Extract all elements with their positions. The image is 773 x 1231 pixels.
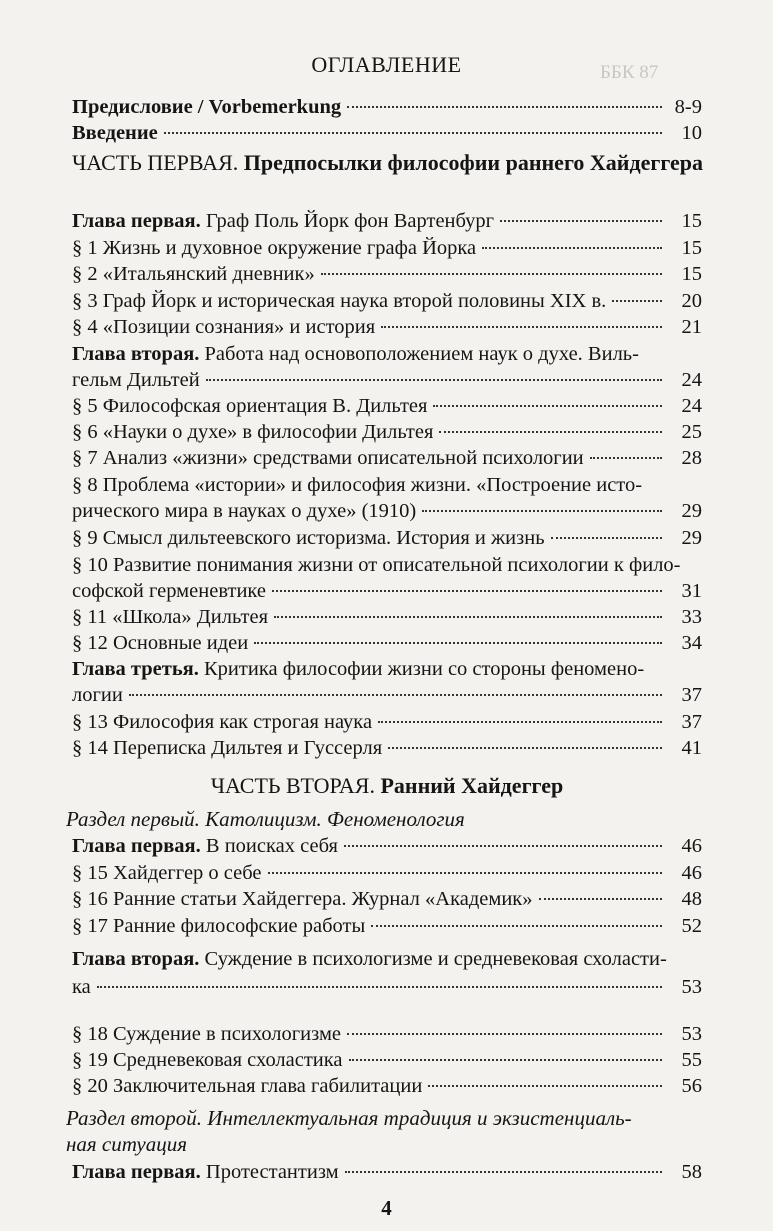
- leader-dots: [378, 721, 662, 723]
- leader-dots: [129, 694, 662, 696]
- toc-page-number: 34: [681, 632, 702, 654]
- toc-page-number: 46: [681, 862, 702, 884]
- section-title: § 8 Проблема «истории» и философия жизни. «Построение исто-: [72, 474, 643, 496]
- toc-page-number: 15: [681, 263, 702, 285]
- leader-dots: [433, 405, 662, 407]
- leader-dots: [439, 431, 662, 433]
- section-title: § 3 Граф Йорк и историческая наука второй половины XIX в.: [72, 290, 607, 312]
- leader-dots: [422, 510, 662, 512]
- chapter-label: Глава вторая.: [72, 948, 200, 970]
- toc-page-number: 46: [681, 835, 702, 857]
- leader-dots: [164, 132, 662, 134]
- toc-page-number: 8-9: [674, 96, 702, 118]
- toc-chapter-2-1[interactable]: [72, 834, 702, 858]
- chapter-title: Работа над основоположением наук о духе. Виль-: [199, 343, 639, 365]
- chapter-label: Глава первая.: [72, 1161, 201, 1183]
- section-title: § 14 Переписка Дильтея и Гуссерля: [72, 737, 383, 759]
- chapter-title: В поисках себя: [200, 835, 338, 857]
- toc-page-number: 37: [681, 684, 702, 706]
- chapter-label: Глава вторая.: [72, 343, 200, 365]
- toc-page-number: 55: [681, 1049, 702, 1071]
- chapter-title: Граф Поль Йорк фон Вартенбург: [200, 210, 495, 232]
- leader-dots: [381, 326, 662, 328]
- toc-page-number: 37: [681, 711, 702, 733]
- toc-page-number: 48: [681, 888, 702, 910]
- toc-page-number: 53: [681, 1023, 702, 1045]
- toc-page-number: 41: [681, 737, 702, 759]
- toc-page-number: 29: [681, 527, 702, 549]
- chapter-title: Суждение в психологизме и средневековая схоласти-: [199, 948, 667, 970]
- leader-dots: [321, 273, 662, 275]
- division-one-heading: Раздел первый. Католицизм. Феноменология: [66, 807, 465, 831]
- toc-chapter-3-1[interactable]: [72, 1160, 702, 1184]
- chapter-title-cont: гельм Дильтей: [72, 369, 200, 391]
- toc-page-number: 53: [681, 976, 702, 998]
- toc-section-5[interactable]: [72, 394, 702, 418]
- toc-section-12[interactable]: [72, 631, 702, 655]
- toc-section-8-line1[interactable]: [72, 473, 702, 497]
- toc-chapter-1-3-line2[interactable]: [72, 683, 702, 707]
- toc-section-14[interactable]: [72, 736, 702, 760]
- toc-entry-title: Предисловие / Vorbemerkung: [72, 96, 342, 118]
- section-title: § 10 Развитие понимания жизни от описательной психологии к фило-: [72, 554, 681, 576]
- toc-section-19[interactable]: [72, 1048, 702, 1072]
- toc-page-number: 25: [681, 421, 702, 443]
- toc-chapter-2-2-line1[interactable]: [72, 947, 702, 971]
- leader-dots: [97, 986, 662, 988]
- toc-page-number: 33: [681, 606, 702, 628]
- toc-page-number: 52: [681, 915, 702, 937]
- toc-section-11[interactable]: [72, 605, 702, 629]
- toc-section-10-line1[interactable]: [72, 553, 702, 577]
- toc-section-15[interactable]: [72, 861, 702, 885]
- section-title: § 2 «Итальянский дневник»: [72, 263, 315, 285]
- part-one-heading: [72, 150, 702, 176]
- part-two-heading: [72, 773, 702, 799]
- toc-section-9[interactable]: [72, 526, 702, 550]
- leader-dots: [539, 898, 662, 900]
- toc-chapter-1-2-line2[interactable]: [72, 368, 702, 392]
- section-title: § 5 Философская ориентация В. Дильтея: [72, 395, 428, 417]
- toc-section-6[interactable]: [72, 420, 702, 444]
- toc-section-3[interactable]: [72, 289, 702, 313]
- toc-entry-title: Введение: [72, 122, 158, 144]
- toc-section-8-line2[interactable]: [72, 499, 702, 523]
- leader-dots: [345, 1171, 662, 1173]
- leader-dots: [347, 1033, 662, 1035]
- chapter-label: Глава первая.: [72, 835, 201, 857]
- leader-dots: [206, 379, 662, 381]
- part-label: ЧАСТЬ ВТОРАЯ.: [210, 773, 381, 798]
- toc-page-number: 58: [681, 1161, 702, 1183]
- section-title-cont: софской герменевтике: [72, 580, 266, 602]
- leader-dots: [551, 537, 662, 539]
- leader-dots: [347, 106, 662, 108]
- toc-section-16[interactable]: [72, 887, 702, 911]
- leader-dots: [388, 747, 662, 749]
- toc-section-7[interactable]: [72, 446, 702, 470]
- leader-dots: [274, 616, 662, 618]
- section-title: § 17 Ранние философские работы: [72, 915, 366, 937]
- part-title: Ранний Хайдеггер: [380, 773, 564, 798]
- toc-chapter-1-2-line1[interactable]: [72, 342, 702, 366]
- leader-dots: [482, 247, 662, 249]
- toc-page-number: 28: [681, 447, 702, 469]
- toc-section-1[interactable]: [72, 236, 702, 260]
- toc-section-13[interactable]: [72, 710, 702, 734]
- toc-section-10-line2[interactable]: [72, 579, 702, 603]
- part-title: Предпосылки философии раннего Хайдеггера: [243, 150, 704, 175]
- division-two-heading-line2: ная ситуация: [66, 1132, 187, 1156]
- leader-dots: [371, 925, 662, 927]
- toc-page-number: 21: [681, 316, 702, 338]
- toc-chapter-1-3-line1[interactable]: [72, 657, 702, 681]
- section-title-cont: рического мира в науках о духе» (1910): [72, 500, 417, 522]
- section-title: § 18 Суждение в психологизме: [72, 1023, 342, 1045]
- toc-section-20[interactable]: [72, 1074, 702, 1098]
- section-title: § 12 Основные идеи: [72, 632, 249, 654]
- toc-page-number: 24: [681, 395, 702, 417]
- toc-section-18[interactable]: [72, 1022, 702, 1046]
- chapter-label: Глава третья.: [72, 658, 199, 680]
- section-title: § 7 Анализ «жизни» средствами описательной психологии: [72, 447, 584, 469]
- section-title: § 1 Жизнь и духовное окружение графа Йорка: [72, 237, 477, 259]
- leader-dots: [254, 642, 662, 644]
- section-title: § 6 «Науки о духе» в философии Дильтея: [72, 421, 434, 443]
- section-title: § 16 Ранние статьи Хайдеггера. Журнал «Академик»: [72, 888, 533, 910]
- section-title: § 13 Философия как строгая наука: [72, 711, 373, 733]
- section-title: § 20 Заключительная глава габилитации: [72, 1075, 423, 1097]
- chapter-title: Протестантизм: [200, 1161, 339, 1183]
- section-title: § 19 Средневековая схоластика: [72, 1049, 343, 1071]
- chapter-title-cont: ка: [72, 976, 91, 998]
- toc-section-4[interactable]: [72, 315, 702, 339]
- section-title: § 4 «Позиции сознания» и история: [72, 316, 376, 338]
- toc-page-number: 24: [681, 369, 702, 391]
- leader-dots: [500, 220, 662, 222]
- leader-dots: [272, 590, 662, 592]
- leader-dots: [344, 845, 662, 847]
- toc-page-number: 29: [681, 500, 702, 522]
- page-number: 4: [381, 1196, 392, 1220]
- leader-dots: [612, 300, 662, 302]
- part-label: ЧАСТЬ ПЕРВАЯ.: [72, 150, 244, 175]
- toc-section-2[interactable]: [72, 262, 702, 286]
- leader-dots: [349, 1059, 662, 1061]
- toc-page-number: 20: [681, 290, 702, 312]
- section-title: § 11 «Школа» Дильтея: [72, 606, 269, 628]
- toc-page-number: 15: [681, 237, 702, 259]
- toc-page-number: 15: [681, 210, 702, 232]
- toc-entry-intro[interactable]: [72, 121, 702, 145]
- toc-chapter-2-2-line2[interactable]: [72, 975, 702, 999]
- toc-entry-preface[interactable]: [72, 95, 702, 119]
- chapter-title: Критика философии жизни со стороны феномено-: [198, 658, 645, 680]
- chapter-label: Глава первая.: [72, 210, 201, 232]
- toc-page-number: 31: [681, 580, 702, 602]
- division-two-heading-line1: Раздел второй. Интеллектуальная традиция и экзистенциаль-: [66, 1106, 632, 1130]
- leader-dots: [268, 872, 662, 874]
- section-title: § 9 Смысл дильтеевского историзма. История и жизнь: [72, 527, 545, 549]
- leader-dots: [428, 1085, 662, 1087]
- chapter-title-cont: логии: [72, 684, 123, 706]
- page-title: ОГЛАВЛЕНИЕ: [311, 52, 462, 77]
- leader-dots: [590, 457, 662, 459]
- toc-page-number: 56: [681, 1075, 702, 1097]
- toc-section-17[interactable]: [72, 914, 702, 938]
- toc-page-number: 10: [681, 122, 702, 144]
- section-title: § 15 Хайдеггер о себе: [72, 862, 262, 884]
- bleed-through: ББК 87: [600, 62, 659, 83]
- toc-chapter-1-1[interactable]: [72, 209, 702, 233]
